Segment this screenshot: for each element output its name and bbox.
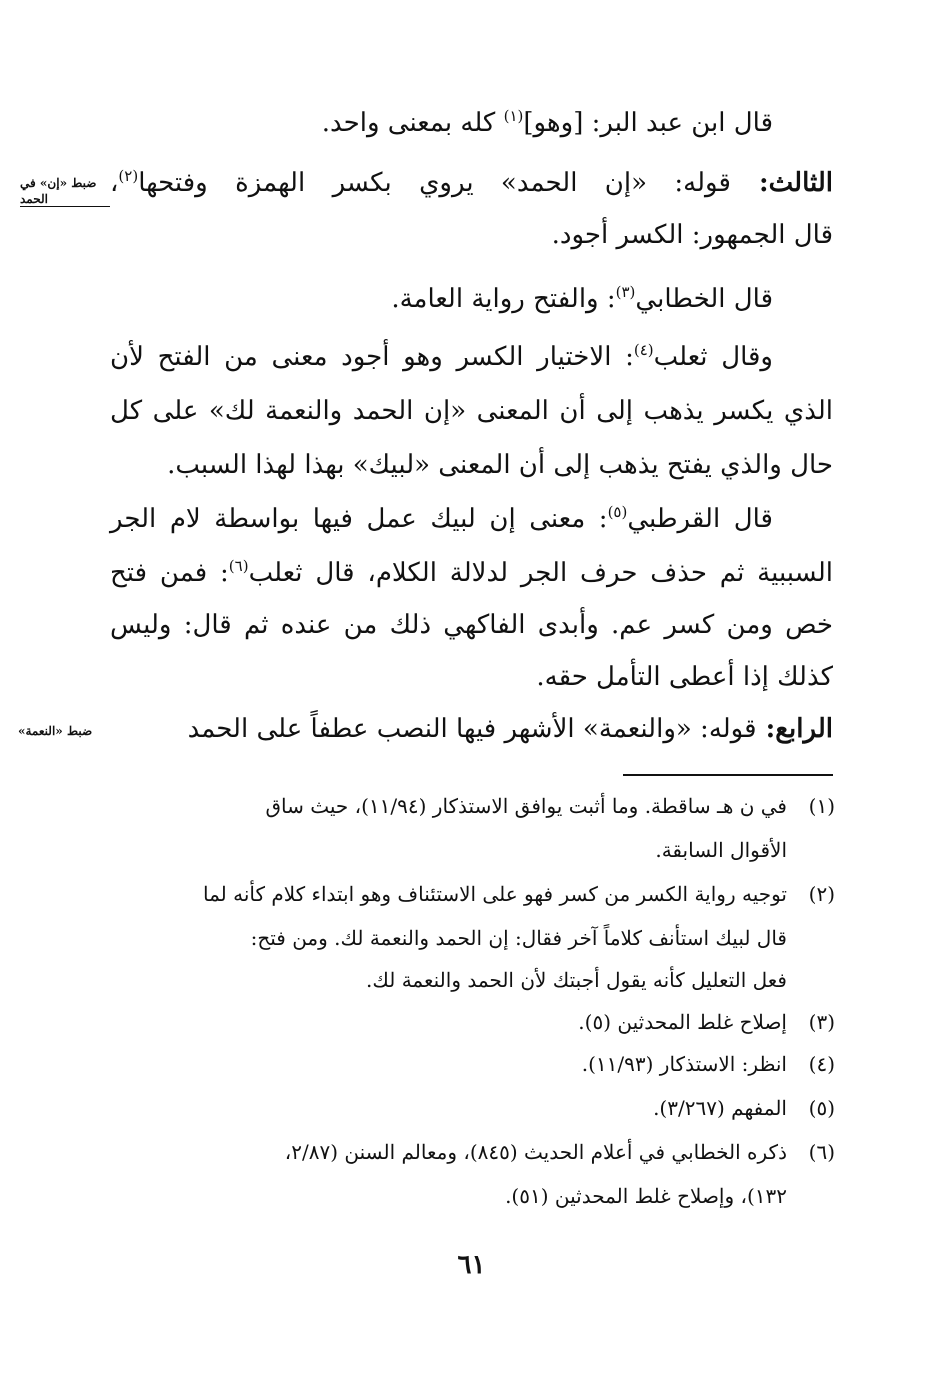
- page-number: ٦١: [457, 1250, 486, 1280]
- footnote-ref: (٦): [228, 557, 249, 575]
- paragraph-line: خص ومن كسر عم. وأبدى الفاكهي ذلك من عنده ثم قال: وليس: [110, 610, 833, 640]
- footnote-text: انظر: الاستذكار (١١/٩٣).: [581, 1052, 787, 1076]
- footnote-continuation: الأقوال السابقة.: [655, 838, 787, 862]
- text-segment: كله بمعنى واحد.: [321, 108, 504, 138]
- text-segment: : والفتح رواية العامة.: [391, 284, 616, 314]
- footnote-number: (٢): [808, 882, 835, 906]
- footnote-number: (٤): [808, 1052, 835, 1076]
- footnote-continuation: ١٣٢)، وإصلاح غلط المحدثين (٥١).: [505, 1184, 787, 1208]
- paragraph-line: [110, 502, 773, 536]
- margin-note: ضبط «النعمة»: [18, 724, 93, 738]
- paragraph-line: الذي يكسر يذهب إلى أن المعنى «إن الحمد والنعمة لك» على كل: [110, 396, 833, 426]
- section-label: الثالث:: [730, 168, 833, 198]
- footnote-ref: (٤): [633, 341, 654, 359]
- footnote-ref: (١): [503, 107, 524, 125]
- footnote: [110, 1050, 835, 1078]
- footnote-text: في ن هـ ساقطة. وما أثبت يوافق الاستذكار (١١/٩٤)، حيث ساق: [265, 794, 787, 818]
- margin-note-text: الحمد: [20, 192, 48, 206]
- footnote-separator: [623, 774, 833, 776]
- footnote: [110, 880, 835, 908]
- paragraph-line: [110, 106, 773, 140]
- footnote-continuation: فعل التعليل كأنه يقول أجبتك لأن الحمد والنعمة لك.: [366, 968, 787, 992]
- text-segment: قال القرطبي: [627, 504, 773, 534]
- footnote-ref: (٥): [607, 503, 628, 521]
- margin-note-text: ضبط «إن» في: [20, 176, 97, 190]
- footnote-number: (١): [808, 794, 835, 818]
- footnote: [110, 1094, 835, 1122]
- text-segment: قال ابن عبد البر: [وهو]: [523, 108, 773, 138]
- paragraph-line: [110, 556, 833, 590]
- text-segment: قال الخطابي: [635, 284, 773, 314]
- footnote-number: (٥): [808, 1096, 835, 1120]
- footnote: [110, 1008, 835, 1036]
- text-segment: : معنى إن لبيك عمل فيها بواسطة لام الجر: [110, 504, 608, 534]
- paragraph-line: قال الجمهور: الكسر أجود.: [551, 220, 833, 250]
- text-segment: وقال ثعلب: [653, 342, 773, 372]
- paragraph-line: [110, 282, 773, 316]
- footnote-number: (٦): [808, 1140, 835, 1164]
- section-label: الرابع:: [756, 714, 833, 744]
- footnote-text: توجيه رواية الكسر من كسر فهو على الاستئناف وهو ابتداء كلام كأنه لما: [202, 882, 787, 906]
- text-segment: قوله: «والنعمة» الأشهر فيها النصب عطفاً على الحمد: [187, 714, 757, 744]
- footnote: [110, 1138, 835, 1166]
- footnote-number: (٣): [808, 1010, 835, 1034]
- footnote-continuation: قال لبيك استأنف كلاماً آخر فقال: إن الحمد والنعمة لك. ومن فتح:: [250, 926, 787, 950]
- paragraph-line: كذلك إذا أعطى التأمل حقه.: [536, 662, 833, 692]
- text-segment: : الاختيار الكسر وهو أجود معنى من الفتح لأن: [110, 342, 634, 372]
- paragraph-line: حال والذي يفتح يذهب إلى أن المعنى «لبيك» بهذا لهذا السبب.: [167, 450, 833, 480]
- text-segment: : فمن فتح: [110, 558, 229, 588]
- footnote-ref: (٢): [118, 167, 139, 185]
- text-segment: السببية ثم حذف حرف الجر لدلالة الكلام، قال ثعلب: [248, 558, 833, 588]
- footnote-text: ذكره الخطابي في أعلام الحديث (٨٤٥)، ومعالم السنن (٢/٨٧،: [284, 1140, 787, 1164]
- footnote: [110, 792, 835, 820]
- margin-note: [20, 176, 110, 207]
- paragraph-line: [110, 166, 833, 200]
- paragraph-line: [110, 340, 773, 374]
- paragraph-line: [188, 712, 833, 746]
- footnote-text: إصلاح غلط المحدثين (٥).: [578, 1010, 787, 1034]
- text-segment: قوله: «إن الحمد» يروي بكسر الهمزة وفتحها: [138, 168, 731, 198]
- text-segment: ،: [110, 168, 119, 198]
- footnote-text: المفهم (٣/٢٦٧).: [653, 1096, 787, 1120]
- footnote-ref: (٣): [615, 283, 636, 301]
